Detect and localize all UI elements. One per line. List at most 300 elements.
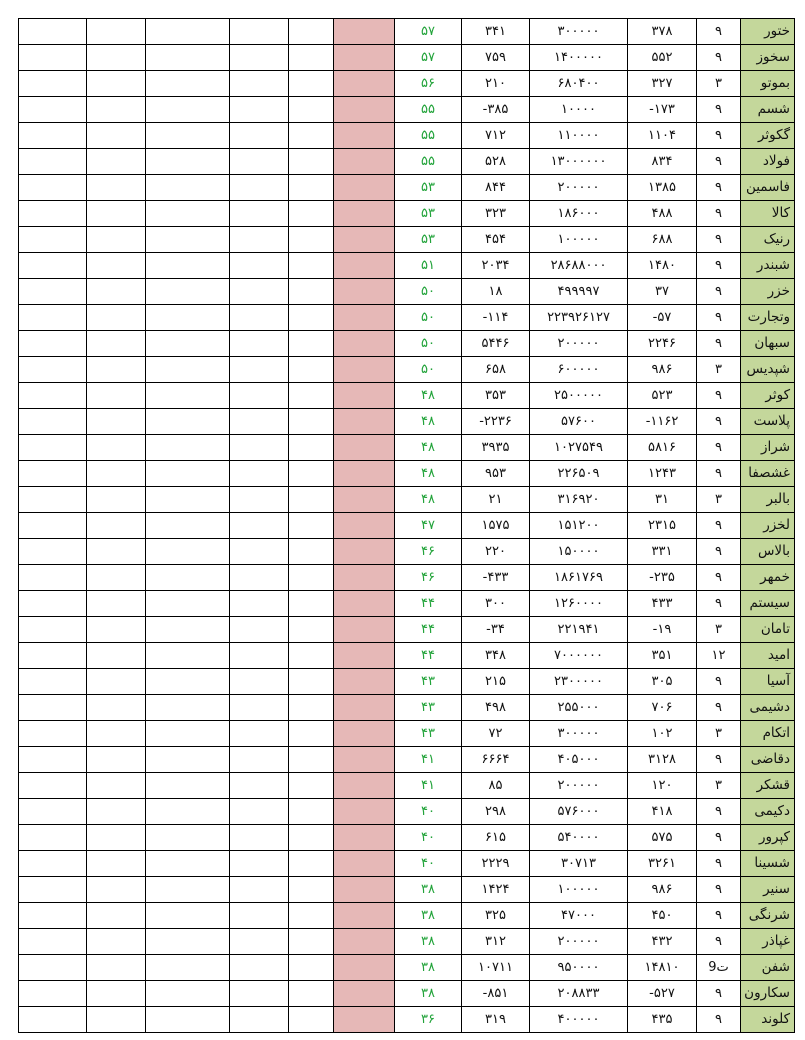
- empty-cell[interactable]: [87, 487, 146, 513]
- symbol-name-cell[interactable]: دکیمی: [741, 799, 795, 825]
- value2-cell[interactable]: ۳۰۰۰۰۰: [530, 721, 628, 747]
- empty-cell[interactable]: [289, 591, 334, 617]
- value2-cell[interactable]: ۱۸۶۰۰۰: [530, 201, 628, 227]
- empty-cell[interactable]: [87, 617, 146, 643]
- empty-cell[interactable]: [146, 279, 230, 305]
- group-cell[interactable]: ۹: [697, 877, 741, 903]
- value1-cell[interactable]: ۳۲۷: [628, 71, 697, 97]
- empty-cell[interactable]: [289, 929, 334, 955]
- empty-cell[interactable]: [230, 461, 289, 487]
- value3-cell[interactable]: ۳۰۰: [462, 591, 530, 617]
- score-cell[interactable]: ۴۱: [395, 747, 462, 773]
- value1-cell[interactable]: ۳۳۱: [628, 539, 697, 565]
- empty-cell[interactable]: [146, 227, 230, 253]
- empty-cell[interactable]: [289, 409, 334, 435]
- highlight-cell[interactable]: [334, 1007, 395, 1033]
- empty-cell[interactable]: [230, 487, 289, 513]
- highlight-cell[interactable]: [334, 175, 395, 201]
- score-cell[interactable]: ۵۵: [395, 149, 462, 175]
- empty-cell[interactable]: [87, 227, 146, 253]
- empty-cell[interactable]: [19, 71, 87, 97]
- score-cell[interactable]: ۴۰: [395, 851, 462, 877]
- group-cell[interactable]: ۹: [697, 175, 741, 201]
- empty-cell[interactable]: [19, 305, 87, 331]
- highlight-cell[interactable]: [334, 591, 395, 617]
- empty-cell[interactable]: [87, 435, 146, 461]
- group-cell[interactable]: ۳: [697, 773, 741, 799]
- value2-cell[interactable]: ۲۰۰۰۰۰: [530, 929, 628, 955]
- highlight-cell[interactable]: [334, 877, 395, 903]
- highlight-cell[interactable]: [334, 487, 395, 513]
- value2-cell[interactable]: ۱۲۶۰۰۰۰: [530, 591, 628, 617]
- value3-cell[interactable]: ۶۱۵: [462, 825, 530, 851]
- empty-cell[interactable]: [146, 331, 230, 357]
- highlight-cell[interactable]: [334, 253, 395, 279]
- empty-cell[interactable]: [87, 565, 146, 591]
- symbol-name-cell[interactable]: سکارون: [741, 981, 795, 1007]
- empty-cell[interactable]: [87, 45, 146, 71]
- group-cell[interactable]: ۹: [697, 201, 741, 227]
- score-cell[interactable]: ۵۵: [395, 123, 462, 149]
- value2-cell[interactable]: ۲۲۱۹۴۱: [530, 617, 628, 643]
- empty-cell[interactable]: [19, 955, 87, 981]
- empty-cell[interactable]: [19, 669, 87, 695]
- score-cell[interactable]: ۵۷: [395, 19, 462, 45]
- empty-cell[interactable]: [19, 123, 87, 149]
- empty-cell[interactable]: [289, 799, 334, 825]
- value2-cell[interactable]: ۴۷۰۰۰: [530, 903, 628, 929]
- empty-cell[interactable]: [230, 513, 289, 539]
- group-cell[interactable]: ۹: [697, 97, 741, 123]
- empty-cell[interactable]: [289, 955, 334, 981]
- score-cell[interactable]: ۴۴: [395, 617, 462, 643]
- empty-cell[interactable]: [146, 591, 230, 617]
- empty-cell[interactable]: [146, 565, 230, 591]
- empty-cell[interactable]: [87, 669, 146, 695]
- group-cell[interactable]: ۹: [697, 825, 741, 851]
- empty-cell[interactable]: [87, 747, 146, 773]
- value2-cell[interactable]: ۳۰۷۱۳: [530, 851, 628, 877]
- empty-cell[interactable]: [19, 851, 87, 877]
- group-cell[interactable]: ۱۲: [697, 643, 741, 669]
- empty-cell[interactable]: [146, 825, 230, 851]
- empty-cell[interactable]: [87, 123, 146, 149]
- symbol-name-cell[interactable]: رنیک: [741, 227, 795, 253]
- empty-cell[interactable]: [19, 513, 87, 539]
- empty-cell[interactable]: [87, 149, 146, 175]
- symbol-name-cell[interactable]: بالاس: [741, 539, 795, 565]
- value1-cell[interactable]: -۲۳۵: [628, 565, 697, 591]
- empty-cell[interactable]: [230, 253, 289, 279]
- empty-cell[interactable]: [289, 877, 334, 903]
- value1-cell[interactable]: ۲۲۴۶: [628, 331, 697, 357]
- score-cell[interactable]: ۳۶: [395, 1007, 462, 1033]
- empty-cell[interactable]: [19, 799, 87, 825]
- highlight-cell[interactable]: [334, 851, 395, 877]
- empty-cell[interactable]: [146, 981, 230, 1007]
- symbol-name-cell[interactable]: غپاذر: [741, 929, 795, 955]
- value1-cell[interactable]: -۱۱۶۲: [628, 409, 697, 435]
- highlight-cell[interactable]: [334, 461, 395, 487]
- group-cell[interactable]: ۹: [697, 591, 741, 617]
- empty-cell[interactable]: [230, 721, 289, 747]
- group-cell[interactable]: ۹: [697, 383, 741, 409]
- empty-cell[interactable]: [19, 721, 87, 747]
- group-cell[interactable]: ۹: [697, 279, 741, 305]
- value2-cell[interactable]: ۲۸۶۸۸۰۰۰: [530, 253, 628, 279]
- empty-cell[interactable]: [146, 747, 230, 773]
- highlight-cell[interactable]: [334, 643, 395, 669]
- group-cell[interactable]: ۹: [697, 461, 741, 487]
- empty-cell[interactable]: [19, 903, 87, 929]
- highlight-cell[interactable]: [334, 539, 395, 565]
- score-cell[interactable]: ۴۸: [395, 487, 462, 513]
- group-cell[interactable]: ۹: [697, 409, 741, 435]
- group-cell[interactable]: ۹: [697, 45, 741, 71]
- value1-cell[interactable]: ۵۸۱۶: [628, 435, 697, 461]
- empty-cell[interactable]: [289, 539, 334, 565]
- empty-cell[interactable]: [289, 487, 334, 513]
- score-cell[interactable]: ۳۸: [395, 955, 462, 981]
- empty-cell[interactable]: [87, 721, 146, 747]
- empty-cell[interactable]: [230, 123, 289, 149]
- empty-cell[interactable]: [87, 539, 146, 565]
- empty-cell[interactable]: [19, 357, 87, 383]
- empty-cell[interactable]: [230, 929, 289, 955]
- empty-cell[interactable]: [19, 279, 87, 305]
- value3-cell[interactable]: ۳۵۳: [462, 383, 530, 409]
- value2-cell[interactable]: ۵۷۶۰۰۰: [530, 799, 628, 825]
- value3-cell[interactable]: ۷۵۹: [462, 45, 530, 71]
- symbol-name-cell[interactable]: آسیا: [741, 669, 795, 695]
- empty-cell[interactable]: [87, 409, 146, 435]
- highlight-cell[interactable]: [334, 747, 395, 773]
- empty-cell[interactable]: [19, 565, 87, 591]
- empty-cell[interactable]: [19, 643, 87, 669]
- empty-cell[interactable]: [19, 227, 87, 253]
- empty-cell[interactable]: [230, 981, 289, 1007]
- empty-cell[interactable]: [87, 825, 146, 851]
- empty-cell[interactable]: [19, 253, 87, 279]
- empty-cell[interactable]: [19, 19, 87, 45]
- value3-cell[interactable]: -۳۸۵: [462, 97, 530, 123]
- empty-cell[interactable]: [289, 903, 334, 929]
- group-cell[interactable]: ۹: [697, 149, 741, 175]
- empty-cell[interactable]: [19, 461, 87, 487]
- group-cell[interactable]: ۳: [697, 71, 741, 97]
- symbol-name-cell[interactable]: غشصفا: [741, 461, 795, 487]
- symbol-name-cell[interactable]: کپرور: [741, 825, 795, 851]
- value1-cell[interactable]: -۵۷: [628, 305, 697, 331]
- value2-cell[interactable]: ۱۵۰۰۰۰: [530, 539, 628, 565]
- symbol-name-cell[interactable]: ختور: [741, 19, 795, 45]
- value1-cell[interactable]: ۳۰۵: [628, 669, 697, 695]
- empty-cell[interactable]: [146, 955, 230, 981]
- empty-cell[interactable]: [87, 279, 146, 305]
- empty-cell[interactable]: [146, 695, 230, 721]
- value2-cell[interactable]: ۲۰۰۰۰۰: [530, 175, 628, 201]
- empty-cell[interactable]: [19, 981, 87, 1007]
- empty-cell[interactable]: [87, 695, 146, 721]
- empty-cell[interactable]: [19, 331, 87, 357]
- empty-cell[interactable]: [146, 773, 230, 799]
- value3-cell[interactable]: ۱۰۷۱۱: [462, 955, 530, 981]
- value2-cell[interactable]: ۲۵۵۰۰۰: [530, 695, 628, 721]
- score-cell[interactable]: ۴۶: [395, 539, 462, 565]
- empty-cell[interactable]: [230, 1007, 289, 1033]
- empty-cell[interactable]: [146, 1007, 230, 1033]
- value2-cell[interactable]: ۶۸۰۴۰۰: [530, 71, 628, 97]
- value2-cell[interactable]: ۱۴۰۰۰۰۰: [530, 45, 628, 71]
- value1-cell[interactable]: ۴۳۲: [628, 929, 697, 955]
- group-cell[interactable]: ۳: [697, 617, 741, 643]
- empty-cell[interactable]: [87, 253, 146, 279]
- empty-cell[interactable]: [19, 1007, 87, 1033]
- empty-cell[interactable]: [87, 97, 146, 123]
- group-cell[interactable]: ۹: [697, 331, 741, 357]
- empty-cell[interactable]: [289, 279, 334, 305]
- empty-cell[interactable]: [19, 773, 87, 799]
- value1-cell[interactable]: ۹۸۶: [628, 877, 697, 903]
- score-cell[interactable]: ۴۰: [395, 799, 462, 825]
- empty-cell[interactable]: [230, 643, 289, 669]
- empty-cell[interactable]: [146, 201, 230, 227]
- score-cell[interactable]: ۵۳: [395, 227, 462, 253]
- empty-cell[interactable]: [146, 45, 230, 71]
- value2-cell[interactable]: ۲۵۰۰۰۰۰: [530, 383, 628, 409]
- score-cell[interactable]: ۴۳: [395, 695, 462, 721]
- empty-cell[interactable]: [230, 97, 289, 123]
- empty-cell[interactable]: [19, 825, 87, 851]
- value2-cell[interactable]: ۲۰۸۸۳۳: [530, 981, 628, 1007]
- group-cell[interactable]: ۹: [697, 799, 741, 825]
- highlight-cell[interactable]: [334, 955, 395, 981]
- empty-cell[interactable]: [289, 45, 334, 71]
- empty-cell[interactable]: [289, 513, 334, 539]
- highlight-cell[interactable]: [334, 695, 395, 721]
- empty-cell[interactable]: [230, 747, 289, 773]
- empty-cell[interactable]: [230, 305, 289, 331]
- value1-cell[interactable]: ۱۴۸۰: [628, 253, 697, 279]
- value1-cell[interactable]: ۸۳۴: [628, 149, 697, 175]
- symbol-name-cell[interactable]: سنیر: [741, 877, 795, 903]
- empty-cell[interactable]: [289, 669, 334, 695]
- value1-cell[interactable]: ۵۷۵: [628, 825, 697, 851]
- value2-cell[interactable]: ۲۰۰۰۰۰: [530, 331, 628, 357]
- value3-cell[interactable]: ۴۵۴: [462, 227, 530, 253]
- empty-cell[interactable]: [87, 1007, 146, 1033]
- value3-cell[interactable]: ۱۸: [462, 279, 530, 305]
- value2-cell[interactable]: ۱۳۰۰۰۰۰۰: [530, 149, 628, 175]
- symbol-name-cell[interactable]: امید: [741, 643, 795, 669]
- symbol-name-cell[interactable]: بموتو: [741, 71, 795, 97]
- empty-cell[interactable]: [146, 409, 230, 435]
- empty-cell[interactable]: [289, 643, 334, 669]
- score-cell[interactable]: ۴۸: [395, 383, 462, 409]
- highlight-cell[interactable]: [334, 773, 395, 799]
- empty-cell[interactable]: [230, 279, 289, 305]
- score-cell[interactable]: ۴۸: [395, 461, 462, 487]
- score-cell[interactable]: ۵۰: [395, 331, 462, 357]
- empty-cell[interactable]: [19, 695, 87, 721]
- value1-cell[interactable]: ۴۳۳: [628, 591, 697, 617]
- symbol-name-cell[interactable]: قشکر: [741, 773, 795, 799]
- value2-cell[interactable]: ۶۰۰۰۰۰: [530, 357, 628, 383]
- group-cell[interactable]: ۳: [697, 487, 741, 513]
- empty-cell[interactable]: [289, 175, 334, 201]
- score-cell[interactable]: ۳۸: [395, 903, 462, 929]
- empty-cell[interactable]: [230, 617, 289, 643]
- empty-cell[interactable]: [146, 305, 230, 331]
- empty-cell[interactable]: [289, 19, 334, 45]
- group-cell[interactable]: ۳: [697, 721, 741, 747]
- empty-cell[interactable]: [87, 513, 146, 539]
- value3-cell[interactable]: ۵۴۴۶: [462, 331, 530, 357]
- score-cell[interactable]: ۵۳: [395, 175, 462, 201]
- group-cell[interactable]: ۹: [697, 539, 741, 565]
- empty-cell[interactable]: [87, 773, 146, 799]
- value2-cell[interactable]: ۱۰۰۰۰۰: [530, 227, 628, 253]
- empty-cell[interactable]: [87, 981, 146, 1007]
- value3-cell[interactable]: -۱۱۴: [462, 305, 530, 331]
- symbol-name-cell[interactable]: شبندر: [741, 253, 795, 279]
- score-cell[interactable]: ۵۷: [395, 45, 462, 71]
- value3-cell[interactable]: ۲۱۵: [462, 669, 530, 695]
- highlight-cell[interactable]: [334, 825, 395, 851]
- empty-cell[interactable]: [230, 383, 289, 409]
- highlight-cell[interactable]: [334, 799, 395, 825]
- symbol-name-cell[interactable]: دشیمی: [741, 695, 795, 721]
- highlight-cell[interactable]: [334, 149, 395, 175]
- value3-cell[interactable]: ۳۴۱: [462, 19, 530, 45]
- highlight-cell[interactable]: [334, 435, 395, 461]
- empty-cell[interactable]: [230, 695, 289, 721]
- empty-cell[interactable]: [87, 357, 146, 383]
- empty-cell[interactable]: [230, 435, 289, 461]
- score-cell[interactable]: ۵۳: [395, 201, 462, 227]
- value1-cell[interactable]: ۱۲۴۳: [628, 461, 697, 487]
- group-cell[interactable]: ۹: [697, 513, 741, 539]
- value2-cell[interactable]: ۱۵۱۲۰۰: [530, 513, 628, 539]
- group-cell[interactable]: ۹: [697, 929, 741, 955]
- score-cell[interactable]: ۴۸: [395, 409, 462, 435]
- empty-cell[interactable]: [19, 45, 87, 71]
- empty-cell[interactable]: [230, 877, 289, 903]
- empty-cell[interactable]: [87, 877, 146, 903]
- empty-cell[interactable]: [146, 149, 230, 175]
- value1-cell[interactable]: -۱۹: [628, 617, 697, 643]
- value3-cell[interactable]: ۳۱۹: [462, 1007, 530, 1033]
- value1-cell[interactable]: ۱۲۰: [628, 773, 697, 799]
- value2-cell[interactable]: ۱۰۲۷۵۴۹: [530, 435, 628, 461]
- value1-cell[interactable]: ۱۳۸۵: [628, 175, 697, 201]
- symbol-name-cell[interactable]: شسینا: [741, 851, 795, 877]
- symbol-name-cell[interactable]: سبهان: [741, 331, 795, 357]
- score-cell[interactable]: ۳۸: [395, 929, 462, 955]
- empty-cell[interactable]: [87, 643, 146, 669]
- value2-cell[interactable]: ۱۰۰۰۰۰: [530, 877, 628, 903]
- empty-cell[interactable]: [289, 201, 334, 227]
- group-cell[interactable]: ۹: [697, 305, 741, 331]
- value2-cell[interactable]: ۴۹۹۹۹۷: [530, 279, 628, 305]
- highlight-cell[interactable]: [334, 201, 395, 227]
- group-cell[interactable]: ۳: [697, 357, 741, 383]
- empty-cell[interactable]: [19, 383, 87, 409]
- value3-cell[interactable]: ۳۱۲: [462, 929, 530, 955]
- empty-cell[interactable]: [230, 201, 289, 227]
- symbol-name-cell[interactable]: خمهر: [741, 565, 795, 591]
- empty-cell[interactable]: [289, 357, 334, 383]
- empty-cell[interactable]: [87, 929, 146, 955]
- value3-cell[interactable]: ۵۲۸: [462, 149, 530, 175]
- empty-cell[interactable]: [289, 253, 334, 279]
- empty-cell[interactable]: [289, 383, 334, 409]
- group-cell[interactable]: ۹: [697, 565, 741, 591]
- empty-cell[interactable]: [230, 149, 289, 175]
- empty-cell[interactable]: [19, 877, 87, 903]
- empty-cell[interactable]: [19, 539, 87, 565]
- empty-cell[interactable]: [230, 773, 289, 799]
- empty-cell[interactable]: [19, 149, 87, 175]
- empty-cell[interactable]: [87, 383, 146, 409]
- empty-cell[interactable]: [87, 903, 146, 929]
- empty-cell[interactable]: [146, 929, 230, 955]
- empty-cell[interactable]: [230, 45, 289, 71]
- group-cell[interactable]: ۹: [697, 1007, 741, 1033]
- empty-cell[interactable]: [146, 97, 230, 123]
- empty-cell[interactable]: [146, 669, 230, 695]
- highlight-cell[interactable]: [334, 305, 395, 331]
- score-cell[interactable]: ۵۰: [395, 305, 462, 331]
- empty-cell[interactable]: [146, 799, 230, 825]
- symbol-name-cell[interactable]: گکوثر: [741, 123, 795, 149]
- value3-cell[interactable]: ۲۲۰: [462, 539, 530, 565]
- value1-cell[interactable]: -۵۲۷: [628, 981, 697, 1007]
- value3-cell[interactable]: ۲۱: [462, 487, 530, 513]
- highlight-cell[interactable]: [334, 123, 395, 149]
- symbol-name-cell[interactable]: لخزر: [741, 513, 795, 539]
- highlight-cell[interactable]: [334, 357, 395, 383]
- value2-cell[interactable]: ۷۰۰۰۰۰۰: [530, 643, 628, 669]
- score-cell[interactable]: ۴۷: [395, 513, 462, 539]
- highlight-cell[interactable]: [334, 97, 395, 123]
- empty-cell[interactable]: [146, 123, 230, 149]
- empty-cell[interactable]: [289, 825, 334, 851]
- empty-cell[interactable]: [87, 461, 146, 487]
- empty-cell[interactable]: [289, 1007, 334, 1033]
- score-cell[interactable]: ۴۰: [395, 825, 462, 851]
- highlight-cell[interactable]: [334, 929, 395, 955]
- empty-cell[interactable]: [146, 71, 230, 97]
- symbol-name-cell[interactable]: کوثر: [741, 383, 795, 409]
- empty-cell[interactable]: [19, 435, 87, 461]
- empty-cell[interactable]: [146, 539, 230, 565]
- highlight-cell[interactable]: [334, 279, 395, 305]
- symbol-name-cell[interactable]: کالا: [741, 201, 795, 227]
- value1-cell[interactable]: ۹۸۶: [628, 357, 697, 383]
- value1-cell[interactable]: -۱۷۳: [628, 97, 697, 123]
- highlight-cell[interactable]: [334, 227, 395, 253]
- value2-cell[interactable]: ۵۷۶۰۰: [530, 409, 628, 435]
- group-cell[interactable]: ۹: [697, 669, 741, 695]
- score-cell[interactable]: ۴۳: [395, 721, 462, 747]
- empty-cell[interactable]: [230, 591, 289, 617]
- empty-cell[interactable]: [289, 97, 334, 123]
- score-cell[interactable]: ۴۱: [395, 773, 462, 799]
- value3-cell[interactable]: ۱۴۲۴: [462, 877, 530, 903]
- empty-cell[interactable]: [19, 929, 87, 955]
- value3-cell[interactable]: ۳۴۸: [462, 643, 530, 669]
